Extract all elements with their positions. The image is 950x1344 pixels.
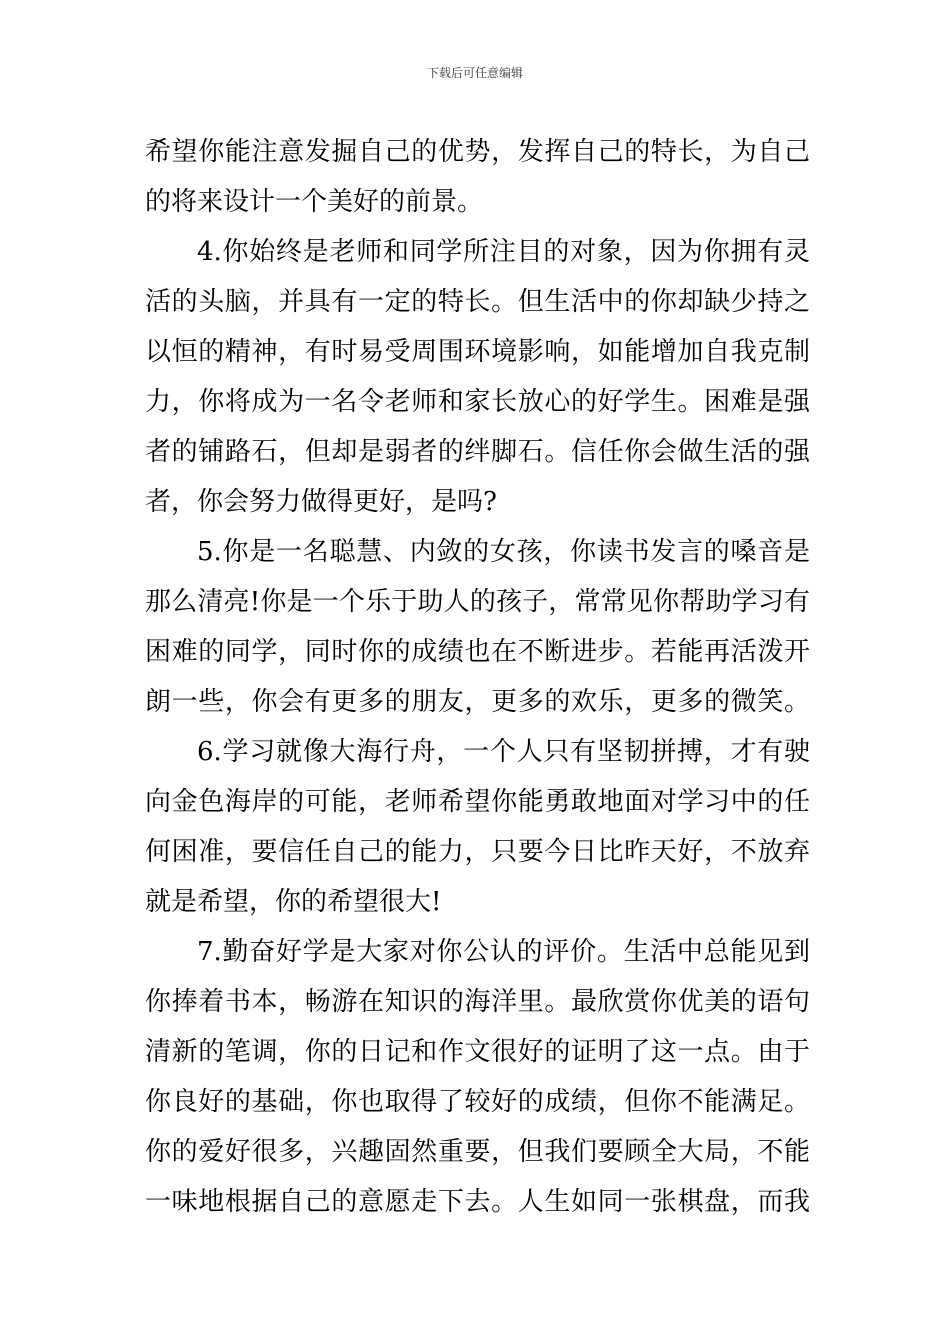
text-line: 者，你会努力做得更好，是吗? — [145, 487, 497, 517]
text-line: 向金色海岸的可能，老师希望你能勇敢地面对学习中的任 — [145, 787, 810, 817]
text-line: 那么清亮!你是一个乐于助人的孩子，常常见你帮助学习有 — [145, 587, 810, 617]
text-line: 希望你能注意发掘自己的优势，发挥自己的特长，为自己 — [145, 137, 810, 167]
text-line: 清新的笔调，你的日记和作文很好的证明了这一点。由于 — [145, 1037, 810, 1067]
text-line: 你捧着书本，畅游在知识的海洋里。最欣赏你优美的语句 — [145, 987, 810, 1017]
text-line: 你良好的基础，你也取得了较好的成绩，但你不能满足。 — [145, 1087, 810, 1117]
text-line: 6.学习就像大海行舟，一个人只有坚韧拼搏，才有驶 — [197, 737, 810, 767]
text-line: 7.勤奋好学是大家对你公认的评价。生活中总能见到 — [197, 937, 810, 967]
text-line: 一味地根据自己的意愿走下去。人生如同一张棋盘，而我 — [145, 1187, 810, 1217]
document-body — [145, 127, 810, 1227]
text-line: 活的头脑，并具有一定的特长。但生活中的你却缺少持之 — [145, 287, 810, 317]
text-line: 5.你是一名聪慧、内敛的女孩，你读书发言的嗓音是 — [197, 537, 810, 567]
text-line: 你的爱好很多，兴趣固然重要，但我们要顾全大局，不能 — [145, 1137, 810, 1167]
text-line: 就是希望，你的希望很大! — [145, 887, 442, 917]
text-line: 者的铺路石，但却是弱者的绊脚石。信任你会做生活的强 — [145, 437, 810, 467]
text-line: 4.你始终是老师和同学所注目的对象，因为你拥有灵 — [197, 237, 810, 267]
text-line: 朗一些，你会有更多的朋友，更多的欢乐，更多的微笑。 — [145, 687, 810, 717]
text-line: 何困准，要信任自己的能力，只要今日比昨天好，不放弃 — [145, 837, 810, 867]
text-line: 以恒的精神，有时易受周围环境影响，如能增加自我克制 — [145, 337, 810, 367]
page-header: 下载后可任意编辑 — [426, 66, 523, 80]
text-line: 力，你将成为一名令老师和家长放心的好学生。困难是强 — [145, 387, 810, 417]
text-line: 困难的同学，同时你的成绩也在不断进步。若能再活泼开 — [145, 637, 810, 667]
text-line: 的将来设计一个美好的前景。 — [145, 187, 484, 217]
